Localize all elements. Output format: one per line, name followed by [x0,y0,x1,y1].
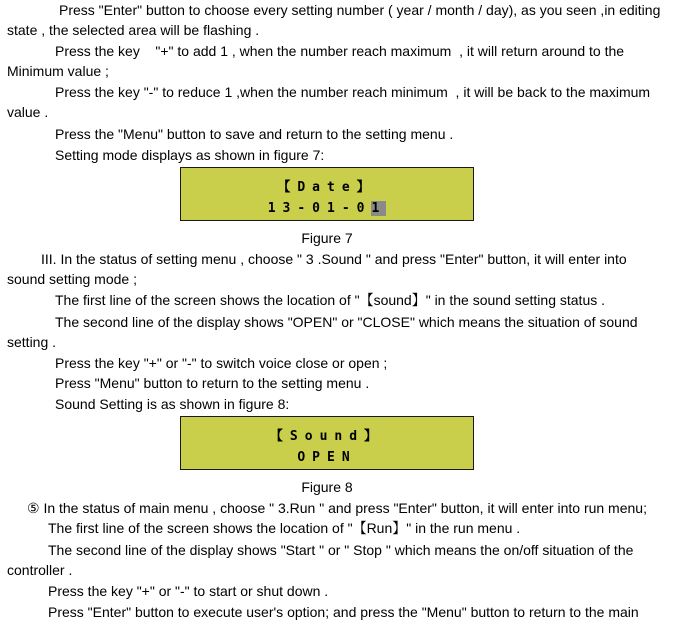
paragraph-line: Setting mode displays as shown in figure 7: [55,147,325,163]
paragraph-line: value . [7,104,49,120]
paragraph-line: Press "Enter" button to execute user's option; and press the "Menu" button to return to the main [48,604,639,620]
paragraph-line: The second line of the display shows "OPEN" or "CLOSE" which means the situation of sound [55,314,638,330]
paragraph-line: The first line of the screen shows the location of "【Run】" in the run menu . [48,520,521,536]
paragraph-line: Press "Enter" button to choose every setting number ( year / month / day), as you seen ,in editing [59,2,661,18]
lcd-date-value: 13-01-0 [267,201,372,216]
lcd-display-figure8 [180,416,474,470]
paragraph-line: Press the key "-" to reduce 1 ,when the number reach minimum , it will be back to the maximum [55,84,651,100]
paragraph-line: Sound Setting is as shown in figure 8: [55,396,290,412]
paragraph-line: Minimum value ; [7,63,109,79]
lcd-line-1: 【Date】 [277,180,377,195]
paragraph-line: The second line of the display shows "Start " or " Stop " which means the on/off situation of the [48,542,634,558]
figure-caption: Figure 8 [301,479,353,495]
paragraph-line: ⑤ In the status of main menu , choose " 3.Run " and press "Enter" button, it will enter into run menu; [27,500,647,516]
paragraph-line: setting . [7,334,57,350]
paragraph-line: Press "Menu" button to return to the setting menu . [55,375,370,391]
paragraph-line: sound setting mode ; [7,271,137,287]
paragraph-line: The first line of the screen shows the location of "【sound】" in the sound setting status . [55,292,606,308]
paragraph-line: Press the key "+" to add 1 , when the number reach maximum , it will return around to the [55,43,625,59]
paragraph-line: Press the key "+" or "-" to switch voice close or open ; [55,355,388,371]
lcd-line-1: 【Sound】 [269,429,385,444]
paragraph-line: state , the selected area will be flashing . [7,22,260,38]
lcd-cursor-digit: 1 [371,201,387,216]
lcd-line-2 [181,201,473,216]
paragraph-line: III. In the status of setting menu , choose " 3 .Sound " and press "Enter" button, it will enter into [41,251,627,267]
lcd-line-2: OPEN [297,450,357,465]
lcd-display-figure7 [180,167,474,221]
figure-caption: Figure 7 [301,230,353,246]
paragraph-line: Press the key "+" or "-" to start or shut down . [48,583,329,599]
paragraph-line: Press the "Menu" button to save and return to the setting menu . [55,126,454,142]
paragraph-line: controller . [7,562,73,578]
